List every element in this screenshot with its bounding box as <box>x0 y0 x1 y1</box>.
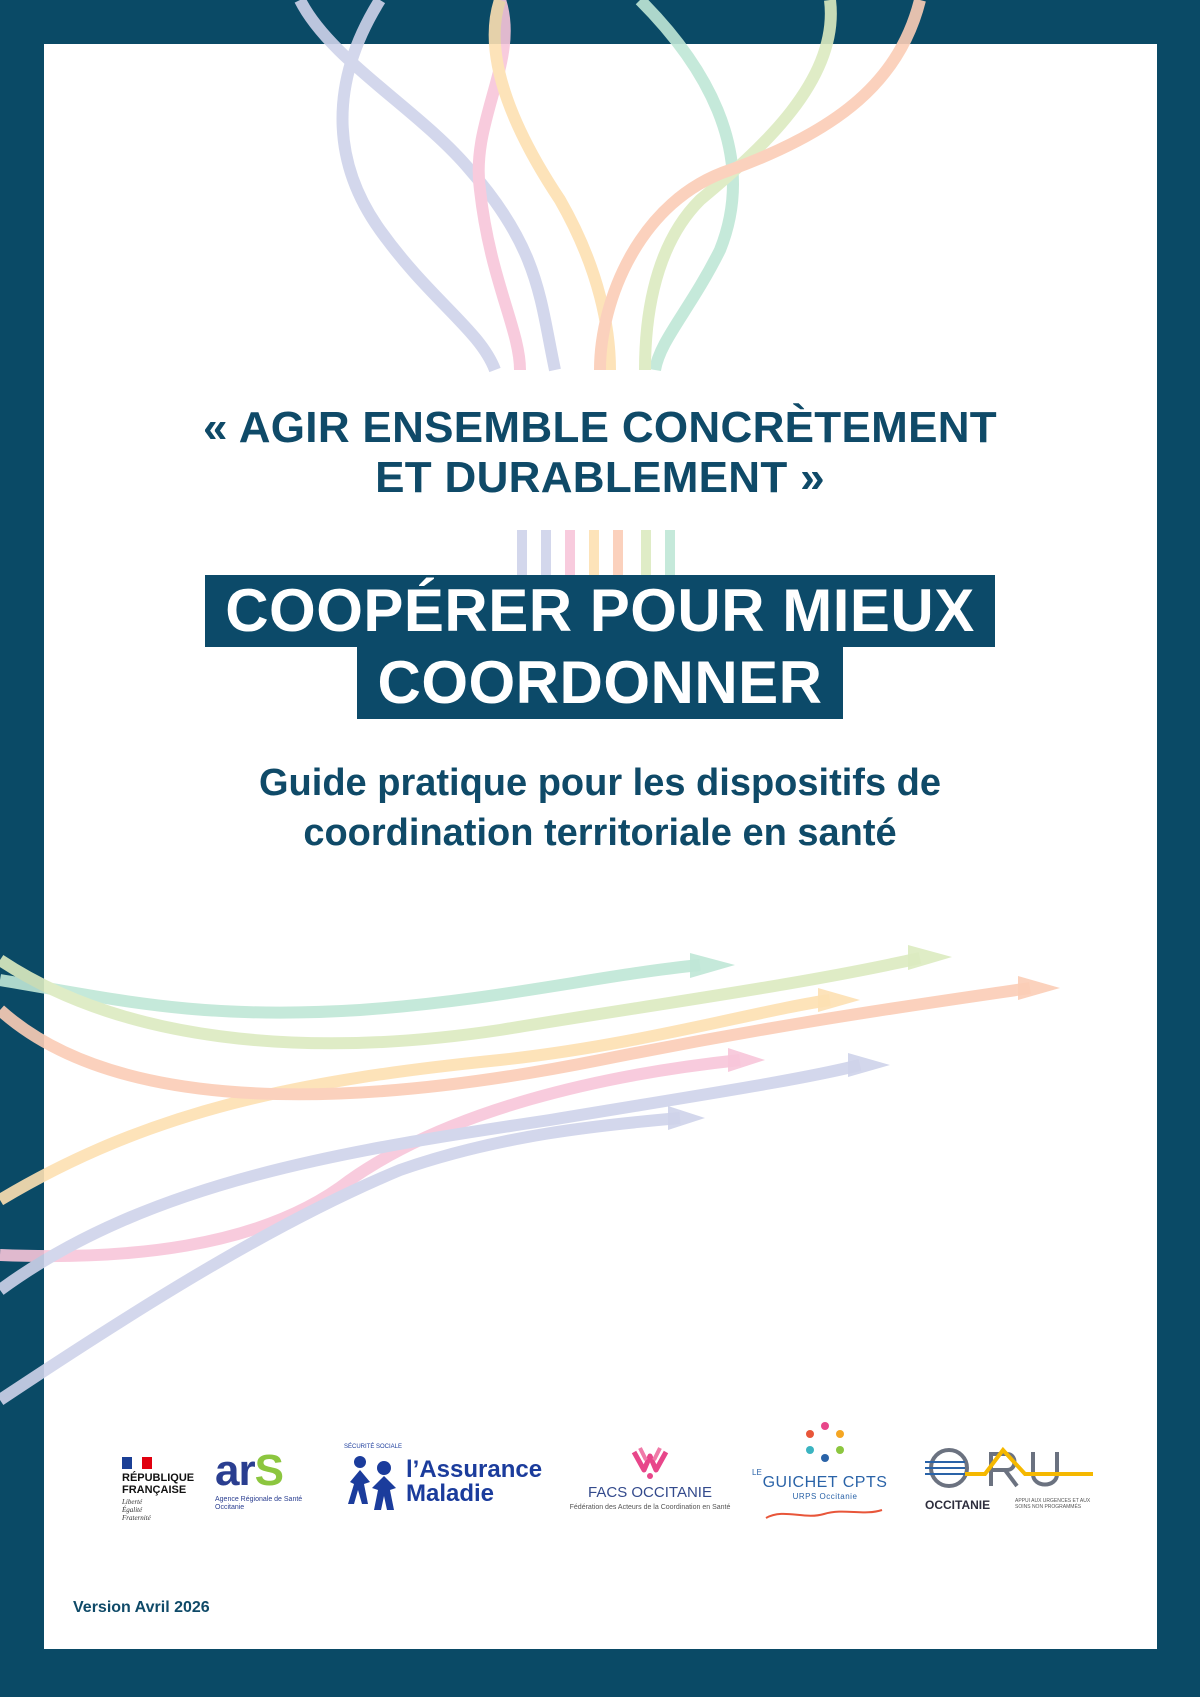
ars-s-letter: S <box>254 1446 283 1495</box>
family-icon <box>342 1448 404 1518</box>
partner-logos <box>0 1440 1200 1520</box>
rf-motto-1: Liberté <box>122 1498 143 1506</box>
facs-hands-icon <box>630 1442 670 1480</box>
rf-line-2: FRANÇAISE <box>122 1484 187 1496</box>
page-slogan <box>0 403 1200 503</box>
rf-motto-2: Égalité <box>122 1506 143 1514</box>
flag-icon <box>122 1456 152 1468</box>
facs-sub: Fédération des Acteurs de la Coordination en Santé <box>569 1504 731 1511</box>
am-line-1: l’Assurance <box>406 1456 543 1483</box>
subtitle-line-2: coordination territoriale en santé <box>303 812 897 854</box>
logo-guichet-cpts <box>750 1440 900 1520</box>
logo-assurance-maladie <box>342 1440 562 1520</box>
gc-name: GUICHET CPTS <box>762 1474 888 1491</box>
am-line-2: Maladie <box>406 1480 495 1507</box>
oru-name: OCCITANIE <box>925 1498 991 1512</box>
people-circle-icon <box>800 1420 850 1464</box>
gc-le: LE <box>752 1468 762 1477</box>
ars-sub-1: Agence Régionale de Santé <box>215 1496 303 1503</box>
gc-sub: URPS Occitanie <box>792 1492 858 1501</box>
page-subtitle <box>0 758 1200 858</box>
version-label: Version Avril 2026 <box>73 1599 210 1616</box>
ars-letters: ar <box>215 1446 255 1495</box>
gc-wave-icon <box>764 1506 884 1522</box>
logo-republique-francaise <box>122 1440 202 1520</box>
page-title <box>0 575 1200 719</box>
logo-facs-occitanie <box>560 1440 740 1520</box>
slogan-line-1: « AGIR ENSEMBLE CONCRÈTEMENT <box>203 403 997 452</box>
logo-oru-occitanie <box>925 1440 1095 1520</box>
oru-sub: APPUI AUX URGENCES ET AUX SOINS NON PROGRAMMÉS <box>1015 1498 1091 1510</box>
subtitle-line-1: Guide pratique pour les dispositifs de <box>259 762 941 804</box>
title-line-2: COORDONNER <box>357 647 842 719</box>
am-small-text: SÉCURITÉ SOCIALE <box>344 1444 403 1450</box>
ars-sub-2: Occitanie <box>215 1504 245 1511</box>
rf-motto-3: Fraternité <box>122 1514 151 1522</box>
oru-letters-icon <box>925 1440 1095 1492</box>
slogan-line-2: ET DURABLEMENT » <box>375 453 825 502</box>
rf-line-1: RÉPUBLIQUE <box>122 1472 195 1484</box>
facs-name: FACS OCCITANIE <box>588 1484 712 1501</box>
logo-ars <box>215 1440 315 1520</box>
title-line-1: COOPÉRER POUR MIEUX <box>205 575 995 647</box>
